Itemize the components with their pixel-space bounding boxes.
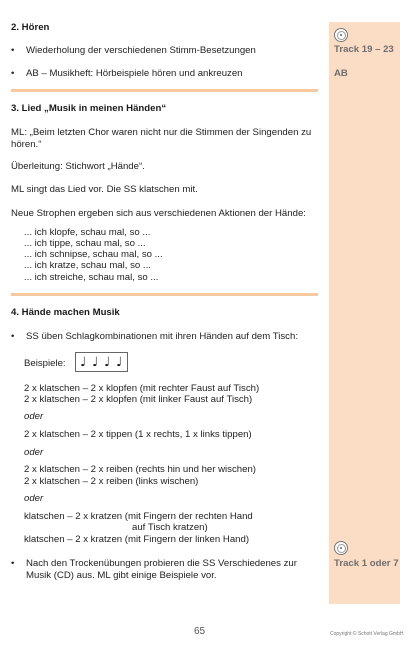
verse-line: ... ich streiche, schau mal, so ...: [24, 272, 159, 283]
combination-line: auf Tisch kratzen): [132, 522, 208, 533]
quarter-note-icon: ♩: [104, 355, 111, 370]
text-line: Neue Strophen ergeben sich aus verschiedenen Aktionen der Hände:: [11, 208, 306, 219]
quarter-note-icon: ♩: [80, 355, 87, 370]
text-line: hören.“: [11, 139, 42, 150]
section-divider: [11, 89, 318, 92]
ab-label: AB: [334, 68, 348, 79]
cd-icon: [334, 28, 348, 42]
examples-label: Beispiele:: [24, 358, 66, 369]
verse-line: ... ich schnipse, schau mal, so ...: [24, 249, 163, 260]
combination-line: 2 x klatschen – 2 x tippen (1 x rechts, 1 x links tippen): [24, 429, 252, 440]
page-number: 65: [194, 626, 206, 637]
copyright-notice: Copyright © Schott Verlag GmbH: [330, 631, 404, 637]
cd-icon: [334, 541, 348, 555]
section-4-bullet: • SS üben Schlagkombinationen mit ihren Händen auf dem Tisch:: [26, 331, 298, 343]
section-divider: [11, 293, 318, 296]
text-line: Überleitung: Stichwort „Hände“.: [11, 161, 145, 172]
combination-line: klatschen – 2 x kratzen (mit Fingern der linken Hand): [24, 534, 250, 545]
quarter-note-icon: ♩: [116, 355, 123, 370]
text-line: Musik (CD) aus. ML gibt einige Beispiele vor.: [26, 570, 217, 581]
track-label-1: Track 19 – 23: [334, 44, 394, 55]
section-2-bullet: • AB – Musikheft: Hörbeispiele hören und ankreuzen: [26, 68, 243, 80]
combination-line: klatschen – 2 x kratzen (mit Fingern der rechten Hand: [24, 511, 253, 522]
quarter-note-icon: ♩: [92, 355, 99, 370]
verse-line: ... ich kratze, schau mal, so ...: [24, 260, 151, 271]
verse-line: ... ich klopfe, schau mal, so ...: [24, 227, 151, 238]
text-line: ML: „Beim letzten Chor waren nicht nur die Stimmen der Singenden zu: [11, 127, 312, 138]
combination-line: 2 x klatschen – 2 x klopfen (mit linker Faust auf Tisch): [24, 394, 253, 405]
combination-line: 2 x klatschen – 2 x reiben (links wischen): [24, 476, 199, 487]
text-line: ML singt das Lied vor. Die SS klatschen mit.: [11, 184, 198, 195]
verse-line: ... ich tippe, schau mal, so ...: [24, 238, 146, 249]
section-3-heading: 3. Lied „Musik in meinen Händen“: [11, 103, 167, 114]
combination-line: 2 x klatschen – 2 x klopfen (mit rechter Faust auf Tisch): [24, 383, 260, 394]
oder-label: oder: [24, 447, 44, 458]
track-label-2: Track 1 oder 7: [334, 558, 399, 569]
section-2-heading: 2. Hören: [11, 22, 50, 33]
rhythm-notation-box: [75, 352, 128, 372]
section-4-bullet: • Nach den Trockenübungen probieren die SS Verschiedenes zur: [26, 558, 297, 570]
margin-sidebar: [329, 22, 400, 604]
oder-label: oder: [24, 411, 44, 422]
oder-label: oder: [24, 493, 44, 504]
section-4-heading: 4. Hände machen Musik: [11, 307, 120, 318]
section-2-bullet: • Wiederholung der verschiedenen Stimm-Besetzungen: [26, 45, 256, 57]
combination-line: 2 x klatschen – 2 x reiben (rechts hin und her wischen): [24, 464, 256, 475]
